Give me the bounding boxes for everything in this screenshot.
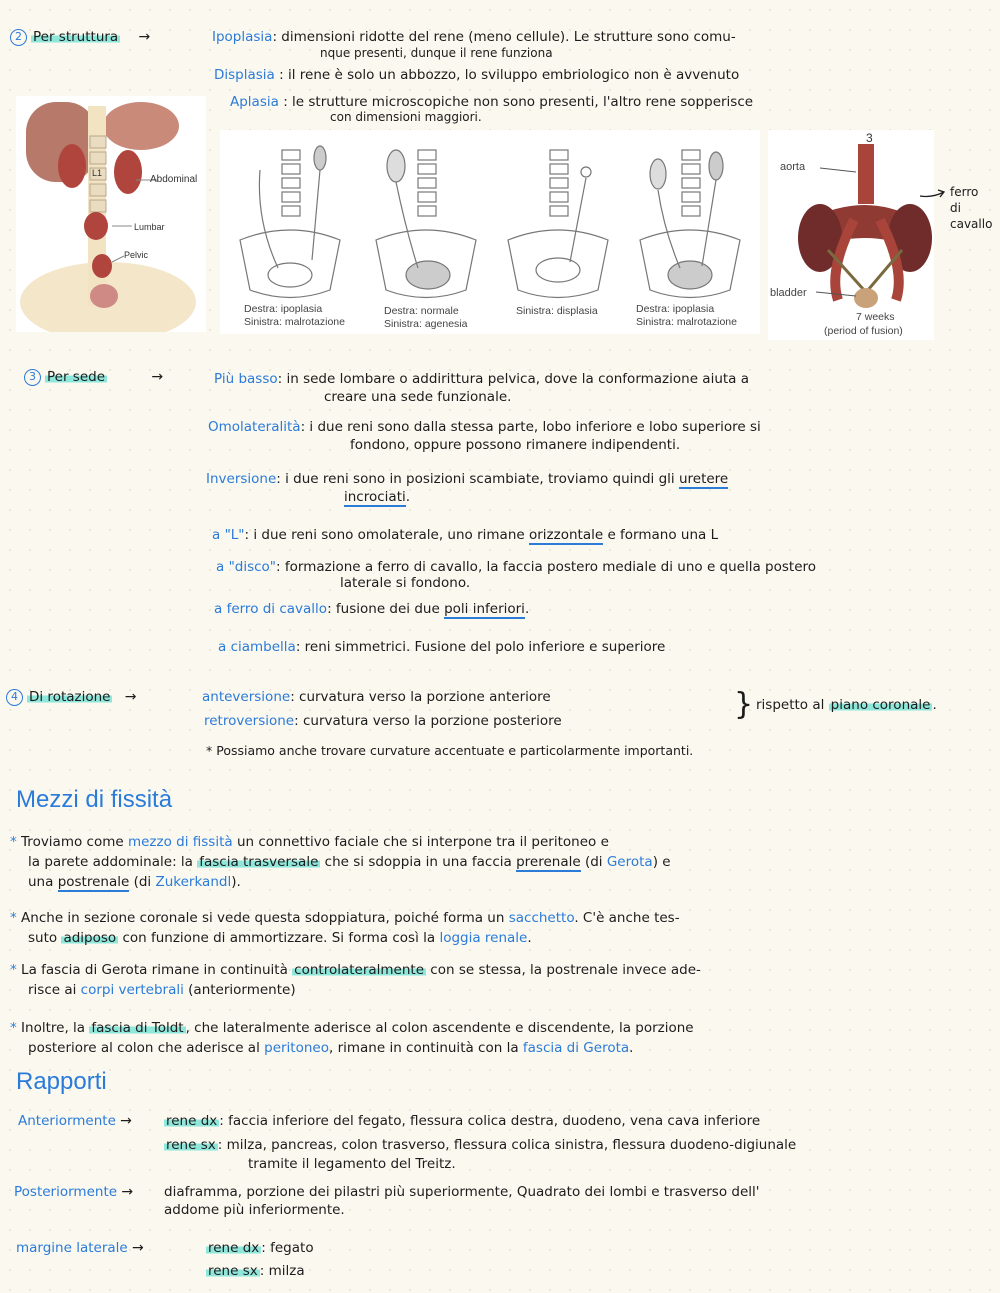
- rapporti-ant-sx: rene sx : milza, pancreas, colon trasverso, flessura colica sinistra, flessura duodeno-digiunale: [166, 1137, 797, 1153]
- sede-inversione: Inversione: i due reni sono in posizioni scambiate, troviamo quindi gli uretere: [206, 471, 729, 487]
- section-number: 2: [10, 29, 27, 46]
- panel4-caption-line1: Destra: ipoplasia: [636, 303, 715, 315]
- l1-label: L1: [92, 168, 103, 178]
- displasia-line: Displasia : il rene è solo un abbozzo, lo sviluppo embriologico non è avvenuto: [214, 67, 740, 83]
- horseshoe-note-text: ferro di cavallo: [950, 185, 993, 231]
- section-number: 4: [6, 689, 23, 706]
- fissita-heading: Mezzi di fissità: [16, 786, 173, 813]
- aplasia-line2: con dimensioni maggiori.: [330, 110, 482, 124]
- section-rotazione-title: 4 Di rotazione →: [6, 688, 137, 706]
- panel2-caption-line1: Destra: normale: [384, 305, 459, 317]
- fissita-paragraph-2: * Anche in sezione coronale si vede questa sdoppiatura, poiché forma un sacchetto. C'è anche tes- suto adiposo con funzione di ammortizzare. Si forma così la loggia renale.: [10, 910, 680, 946]
- sede-a-disco: a "disco": formazione a ferro di cavallo, la faccia postero mediale di uno e quella postero: [216, 559, 817, 575]
- sede-omolateralita-line2: fondono, oppure possono rimanere indipendenti.: [350, 437, 681, 453]
- brace-icon: }: [734, 687, 754, 722]
- rapporti-lat-sx: rene sx : milza: [208, 1263, 305, 1279]
- sede-piu-basso: Più basso: in sede lombare o addirittura pelvica, dove la conformazione aiuta a: [214, 371, 750, 387]
- panel1-caption-line1: Destra: ipoplasia: [244, 303, 323, 315]
- section-struttura-title: 2 Per struttura →: [10, 28, 150, 46]
- section-sede-title: 3 Per sede →: [24, 368, 163, 386]
- panel4-caption-line2: Sinistra: malrotazione: [636, 316, 737, 328]
- rapporti-lat-dx: rene dx : fegato: [208, 1240, 314, 1256]
- sede-inversione-line2: incrociati.: [344, 489, 411, 505]
- sede-omolateralita: Omolateralità: i due reni sono dalla stessa parte, lobo inferiore e lobo superiore si: [208, 419, 761, 435]
- anomalies-panels-illustration: [220, 130, 760, 334]
- rapporti-ant-sx-line2: tramite il legamento del Treitz.: [248, 1156, 456, 1172]
- horseshoe-number: 3: [866, 131, 873, 145]
- sede-ferro-cavallo: a ferro di cavallo: fusione dei due poli inferiori.: [214, 601, 530, 617]
- rapporti-post-line1: diaframma, porzione dei pilastri più superiormente, Quadrato dei lombi e trasverso dell': [164, 1184, 760, 1200]
- horseshoe-figure: [768, 130, 934, 340]
- horseshoe-illustration: [768, 130, 934, 340]
- panel2-caption-line2: Sinistra: agenesia: [384, 318, 468, 330]
- fissita-paragraph-3: * La fascia di Gerota rimane in continuità controlateralmente con se stessa, la postrenale invece ade- risce ai corpi vertebrali (anteriormente): [10, 962, 701, 998]
- weeks-label: 7 weeks: [856, 311, 895, 323]
- rotazione-retroversione: retroversione: curvatura verso la porzione posteriore: [204, 713, 562, 729]
- rapporti-ant-dx: rene dx : faccia inferiore del fegato, flessura colica destra, duodeno, vena cava inferiore: [166, 1113, 761, 1129]
- kidney-positions-figure: [16, 96, 206, 332]
- fissita-paragraph-1: * Troviamo come mezzo di fissità un connettivo faciale che si interpone tra il peritoneo e la parete addominale: la fascia trasversale che si sdoppia in una faccia prerenale (di Gerota) e una postrenale (di Zukerkandl).: [10, 834, 671, 890]
- rapporti-posteriormente-label: Posteriormente →: [14, 1184, 134, 1200]
- rapporti-post-line2: addome più inferiormente.: [164, 1202, 345, 1218]
- anomalies-panels-figure: [220, 130, 760, 334]
- rapporti-anteriormente-label: Anteriormente →: [18, 1113, 132, 1129]
- ipoplasia-line2: nque presenti, dunque il rene funziona: [320, 46, 553, 60]
- sede-a-disco-line2: laterale si fondono.: [340, 575, 471, 591]
- pelvic-label: Pelvic: [124, 250, 149, 260]
- rotazione-rispetto: rispetto al piano coronale .: [756, 697, 937, 713]
- sede-ciambella: a ciambella: reni simmetrici. Fusione del polo inferiore e superiore: [218, 639, 666, 655]
- rotazione-note: * Possiamo anche trovare curvature accentuate e particolarmente importanti.: [206, 743, 694, 758]
- rapporti-heading: Rapporti: [16, 1068, 107, 1095]
- sede-piu-basso-line2: creare una sede funzionale.: [324, 389, 512, 405]
- fissita-paragraph-4: * Inoltre, la fascia di Toldt , che lateralmente aderisce al colon ascendente e discendente, la porzione posteriore al colon che aderisce al peritoneo, rimane in continuità con la fascia di Gerota.: [10, 1020, 694, 1056]
- kidney-positions-illustration: [16, 96, 206, 332]
- lumbar-label: Lumbar: [134, 222, 165, 232]
- curved-arrow-icon: [918, 186, 948, 202]
- bladder-label: bladder: [770, 287, 807, 299]
- rapporti-laterale-label: margine laterale →: [16, 1240, 144, 1256]
- period-label: (period of fusion): [824, 325, 903, 337]
- section-number: 3: [24, 369, 41, 386]
- ipoplasia-line1: Ipoplasia: dimensioni ridotte del rene (meno cellule). Le strutture sono comu-: [212, 29, 736, 45]
- panel3-caption-line1: Sinistra: displasia: [516, 305, 598, 317]
- aorta-label: aorta: [780, 161, 806, 173]
- horseshoe-note: [918, 186, 948, 206]
- abdominal-label: Abdominal: [150, 174, 198, 185]
- aplasia-line1: Aplasia : le strutture microscopiche non sono presenti, l'altro rene sopperisce: [230, 94, 754, 110]
- panel1-caption-line2: Sinistra: malrotazione: [244, 316, 345, 328]
- sede-a-L: a "L": i due reni sono omolaterale, uno rimane orizzontale e formano una L: [212, 527, 719, 543]
- rotazione-anteversione: anteversione: curvatura verso la porzione anteriore: [202, 689, 551, 705]
